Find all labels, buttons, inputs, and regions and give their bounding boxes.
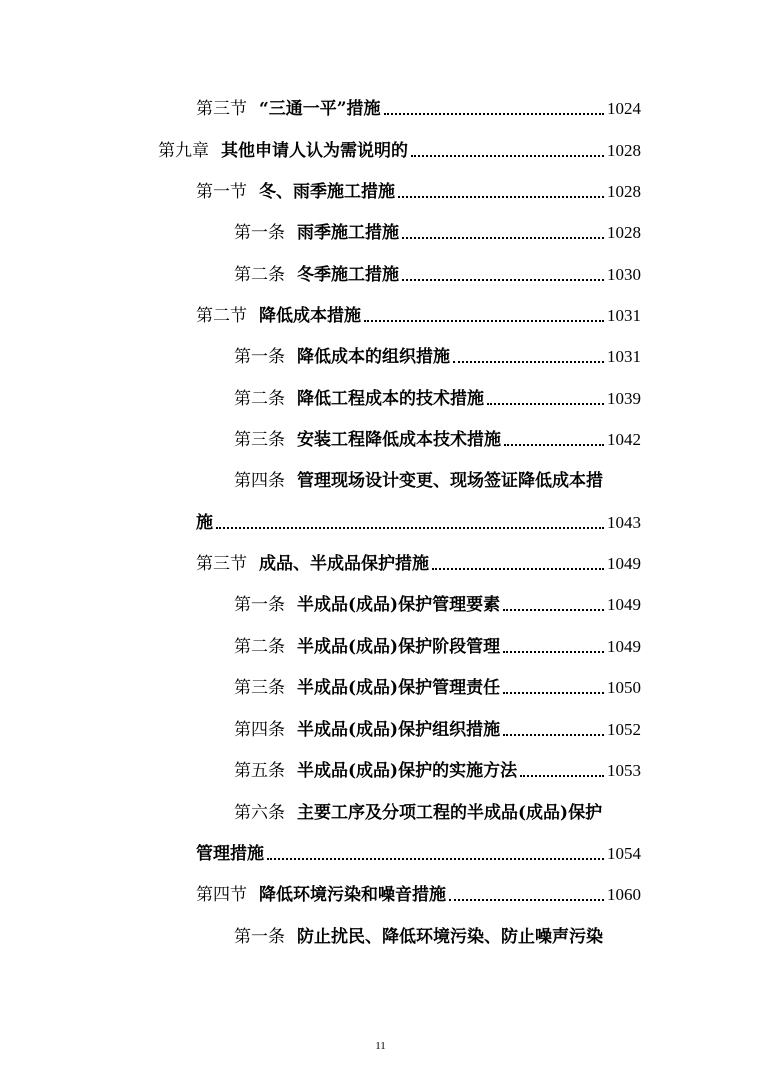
dot-leader bbox=[453, 361, 604, 363]
toc-entry-title: 防止扰民、降低环境污染、防止噪声污染 bbox=[297, 927, 603, 947]
dot-leader bbox=[432, 568, 604, 570]
toc-entry[interactable] bbox=[196, 876, 641, 906]
dot-leader bbox=[216, 527, 604, 529]
toc-entry[interactable] bbox=[234, 214, 641, 244]
toc-entry-continuation[interactable] bbox=[196, 835, 641, 865]
toc-entry[interactable] bbox=[234, 586, 641, 616]
toc-entry[interactable] bbox=[234, 256, 641, 286]
toc-entry-page: 1049 bbox=[607, 637, 641, 656]
toc-entry[interactable] bbox=[234, 752, 641, 782]
toc-entry[interactable] bbox=[234, 462, 641, 492]
toc-entry-number: 第五条 bbox=[234, 761, 285, 781]
toc-entry-title: “三通一平”措施 bbox=[259, 99, 381, 119]
toc-entry-title: 管理现场设计变更、现场签证降低成本措 bbox=[297, 471, 603, 491]
toc-entry-number: 第一条 bbox=[234, 927, 285, 947]
toc-entry-page: 1031 bbox=[607, 347, 641, 366]
toc-entry-title: 雨季施工措施 bbox=[297, 223, 399, 243]
toc-entry-title: 半成品(成品)保护组织措施 bbox=[297, 720, 501, 740]
toc-entry-number: 第一节 bbox=[196, 182, 247, 202]
toc-entry-number: 第二条 bbox=[234, 637, 285, 657]
toc-entry-number: 第一条 bbox=[234, 347, 285, 367]
toc-entry-title: 主要工序及分项工程的半成品(成品)保护 bbox=[297, 803, 603, 823]
toc-entry[interactable] bbox=[234, 669, 641, 699]
dot-leader bbox=[503, 734, 604, 736]
toc-entry-title: 降低工程成本的技术措施 bbox=[297, 389, 484, 409]
toc-entry-title: 半成品(成品)保护管理责任 bbox=[297, 678, 501, 698]
toc-entry[interactable] bbox=[196, 173, 641, 203]
toc-entry-continuation[interactable] bbox=[196, 504, 641, 534]
toc-entry[interactable] bbox=[196, 90, 641, 120]
toc-entry-title: 冬季施工措施 bbox=[297, 265, 399, 285]
toc-entry-title: 安装工程降低成本技术措施 bbox=[297, 430, 501, 450]
toc-entry-page: 1028 bbox=[607, 182, 641, 201]
toc-entry-number: 第九章 bbox=[158, 141, 209, 161]
dot-leader bbox=[487, 403, 604, 405]
toc-entry[interactable] bbox=[234, 338, 641, 368]
toc-entry[interactable] bbox=[234, 421, 641, 451]
toc-entry-page: 1049 bbox=[607, 554, 641, 573]
toc-entry-number: 第三条 bbox=[234, 678, 285, 698]
toc-entry-number: 第二条 bbox=[234, 389, 285, 409]
dot-leader bbox=[267, 858, 604, 860]
toc-entry-page: 1024 bbox=[607, 99, 641, 118]
toc-entry[interactable] bbox=[234, 628, 641, 658]
toc-entry-title: 半成品(成品)保护管理要素 bbox=[297, 595, 501, 615]
toc-entry-page: 1028 bbox=[607, 223, 641, 242]
toc-entry-page: 1043 bbox=[607, 513, 641, 532]
dot-leader bbox=[402, 279, 604, 281]
dot-leader bbox=[520, 775, 604, 777]
toc-entry-title: 半成品(成品)保护的实施方法 bbox=[297, 761, 518, 781]
toc-entry-title: 半成品(成品)保护阶段管理 bbox=[297, 637, 501, 657]
toc-entry-title: 冬、雨季施工措施 bbox=[259, 182, 395, 202]
toc-entry-number: 第四条 bbox=[234, 720, 285, 740]
toc-entry-page: 1039 bbox=[607, 389, 641, 408]
toc-entry[interactable] bbox=[234, 380, 641, 410]
toc-entry-page: 1053 bbox=[607, 761, 641, 780]
toc-entry-page: 1060 bbox=[607, 885, 641, 904]
toc-entry-page: 1050 bbox=[607, 678, 641, 697]
toc-entry[interactable] bbox=[234, 794, 641, 824]
toc-entry-title: 成品、半成品保护措施 bbox=[259, 554, 429, 574]
toc-entry-title: 降低环境污染和噪音措施 bbox=[259, 885, 446, 905]
toc-entry-number: 第一条 bbox=[234, 595, 285, 615]
dot-leader bbox=[411, 155, 604, 157]
dot-leader bbox=[503, 651, 604, 653]
dot-leader bbox=[449, 899, 604, 901]
toc-entry-number: 第六条 bbox=[234, 803, 285, 823]
toc-entry-page: 1052 bbox=[607, 720, 641, 739]
toc-entry-number: 第四条 bbox=[234, 471, 285, 491]
toc-entry-title: 降低成本的组织措施 bbox=[297, 347, 450, 367]
toc-entry-number: 第三节 bbox=[196, 99, 247, 119]
toc-entry-number: 第三节 bbox=[196, 554, 247, 574]
toc-entry-page: 1028 bbox=[607, 141, 641, 160]
toc-entry[interactable] bbox=[158, 132, 641, 162]
toc-entry-page: 1030 bbox=[607, 265, 641, 284]
page-number: 11 bbox=[375, 1040, 386, 1052]
dot-leader bbox=[503, 692, 604, 694]
toc-entry-title: 其他申请人认为需说明的 bbox=[221, 141, 408, 161]
dot-leader bbox=[384, 113, 604, 115]
toc-entry-number: 第二条 bbox=[234, 265, 285, 285]
toc-entry-page: 1049 bbox=[607, 595, 641, 614]
toc-entry-page: 1054 bbox=[607, 844, 641, 863]
toc-entry[interactable] bbox=[234, 711, 641, 741]
toc-entry[interactable] bbox=[196, 297, 641, 327]
toc-entry-number: 第一条 bbox=[234, 223, 285, 243]
toc-entry-number: 第三条 bbox=[234, 430, 285, 450]
toc-entry-number: 第四节 bbox=[196, 885, 247, 905]
toc-entry[interactable] bbox=[234, 918, 641, 948]
toc-entry-page: 1042 bbox=[607, 430, 641, 449]
dot-leader bbox=[503, 609, 604, 611]
toc-entry-page: 1031 bbox=[607, 306, 641, 325]
toc-entry-title-cont: 管理措施 bbox=[196, 844, 264, 864]
toc-entry-title: 降低成本措施 bbox=[259, 306, 361, 326]
dot-leader bbox=[402, 237, 604, 239]
dot-leader bbox=[398, 196, 604, 198]
dot-leader bbox=[364, 320, 604, 322]
dot-leader bbox=[504, 444, 604, 446]
toc-entry-title-cont: 施 bbox=[196, 513, 213, 533]
toc-entry[interactable] bbox=[196, 545, 641, 575]
toc-entry-number: 第二节 bbox=[196, 306, 247, 326]
